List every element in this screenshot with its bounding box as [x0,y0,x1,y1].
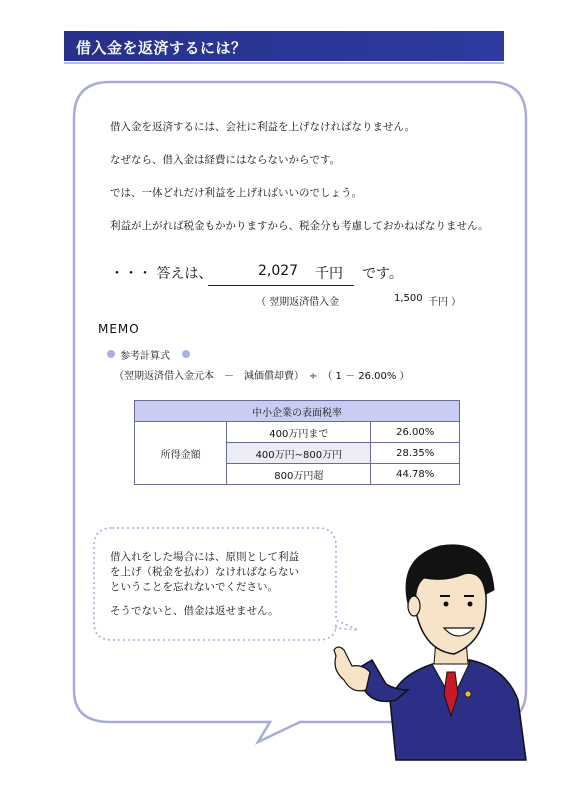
body-line: 利益が上がれば税金もかかりますから、税金分も考慮しておかねばなりません。 [110,220,489,232]
speech-line: そうでないと、借金は返せません。 [110,605,279,617]
answer-unit: 千円 [315,266,343,282]
range-cell: 400万円~800万円 [227,443,371,464]
answer-note-unit: 千円 ） [428,297,462,308]
answer-prefix: ・・・ 答えは、 [110,266,213,282]
speech-line: 借入れをした場合には、原則として利益 [110,551,299,563]
formula-text: （翌期返済借入金元本 － 減価償却費） ÷ （ 1 － 26.00% ） [114,371,410,382]
page-title: 借入金を返済するには？ [76,39,247,57]
speech-line: を上げ（税金を払わ）なければならない [110,566,299,578]
rate-cell: 28.35% [371,443,460,464]
memo-title: MEMO [98,322,140,336]
answer-value: 2,027 [258,263,299,279]
table-header-row [135,401,460,422]
rate-cell: 44.78% [371,464,460,485]
answer-note-label: （ 翌期返済借入金 [256,297,340,308]
side-label: 所得金額 [135,422,227,485]
table-row [135,422,460,443]
bullet-dot-icon [182,350,190,358]
answer-note-value: 1,500 [394,293,423,304]
table-title: 中小企業の表面税率 [135,401,460,422]
formula-label: 参考計算式 [120,351,170,362]
range-cell: 400万円まで [227,422,371,443]
rate-cell: 26.00% [371,422,460,443]
body-line: では、一体どれだけ利益を上げればいいのでしょう。 [110,187,362,199]
body-line: 借入金を返済するには、会社に利益を上げなければなりません。 [110,121,416,133]
body-line: なぜなら、借入金は経費にはならないからです。 [110,154,341,166]
answer-suffix: です。 [362,266,403,282]
tax-rate-table [134,400,460,485]
bullet-dot-icon [107,350,115,358]
answer-underline [208,285,354,286]
speech-line: ということを忘れないでください。 [110,581,278,593]
range-cell: 800万円超 [227,464,371,485]
